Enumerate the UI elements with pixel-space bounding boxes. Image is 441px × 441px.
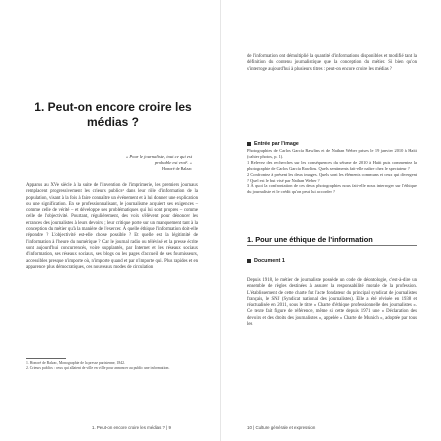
document-title: Document 1 [254, 258, 285, 264]
epigraph-source: Honoré de Balzac [162, 166, 192, 171]
footnote-1: 1. Honoré de Balzac, Monographie de la presse parisienne, 1842. [26, 361, 126, 365]
section-heading: 1. Pour une éthique de l'information [247, 235, 373, 244]
left-body-text: Apparus au XVe siècle à la suite de l'invention de l'imprimerie, les premiers journaux remplacent progressivement les crieurs publics² dans leur rôle d'information de la population, visant à la fois à faire connaître un événement et à lui donner une explication ou une signification. En se professionnalisant, le journalisme acquiert ses exigences – comme celle de vérité – et développe ses problématiques qui lui sont propres – comme celle de l'objectivité. Pourtant, régulièrement, des voix s'élèvent pour dénoncer les errances des journalistes à leurs devoirs ; leur critique porte sur un manquement tant à la conception du métier qu'à la manière de l'exercer. À quelle éthique l'information doit-elle répondre ? L'objectivité est-elle chose possible ? Et quelle est la légitimité de l'information à l'heure du numérique ? Car le journal radio ou télévisé et la presse écrite sont aujourd'hui concurrencés, voire supplantés, par Internet et les réseaux sociaux d'information, ses réseaux sociaux, ses blogs ou les pages d'accueil de ses fournisseurs, accessibles presque n'importe où, n'importe quand et par n'importe qui. Plus rapides et en apparence plus démocratiques, ces nouveaux modes de circulation [26, 183, 198, 270]
box-line: 2 Confrontez à présent les deux images. Quels sont les éléments communs et ceux qui divergent ? Quel est le but visé par Nathan Weber ? [247, 171, 417, 183]
section-divider [247, 245, 417, 246]
right-page [221, 0, 441, 441]
box-header [247, 141, 417, 147]
right-top-text: de l'information ont démultiplié la quantité d'informations disponibles et modifié tant la définition du contenu journalistique que la conception du métier. Si bien qu'on s'interroge aujourd'hui à plusieurs titres : peut-on encore croire les médias ? [247, 54, 417, 72]
box-line: 3 À quoi la confrontation de ces deux photographies nous fait-elle nous interroger sur l'éthique du journaliste et le crédit qu'on peut lui accorder ? [247, 183, 417, 195]
box-line: 1 Relevez des recherches sur les conséquences du séisme de 2010 à Haïti puis commentez la photographie de Carlos García Rawlins. Quels sentiments fait-elle naître chez le spectateur ? [247, 159, 417, 171]
document-header [247, 258, 285, 264]
footnote-2: 2. Crieurs publics : ceux qui allaient de ville en ville pour annoncer au public une information. [26, 366, 170, 370]
epigraph [110, 154, 192, 172]
box-line: Photographies de Carlos García Rawlins et de Nathan Weber prises le 19 janvier 2010 à Haïti (cahier photos, p. 1). [247, 148, 417, 159]
chapter-title: 1. Peut-on encore croire les médias ? [34, 100, 192, 129]
right-body-text: Depuis 1918, le métier de journaliste possède un code de déontologie, c'est-à-dire un ensemble de règles destinées à assurer la responsabilité morale de la profession. L'établissement de cette charte fut l'acte fondateur du principal syndicat de journalistes français, le SNJ (Syndicat national des journalistes). Elle a été révisée en 1938 et réactualisée en 2011, sous le titre « Charte d'éthique professionnelle des journalistes ». Ce texte fait figure de référence, même si cette depuis 1971 une « Déclaration des devoirs et des droits des journalistes », appelée « Charte de Munich », adoptée par tous les [247, 278, 417, 328]
square-bullet-icon [247, 259, 251, 263]
left-page [0, 0, 220, 441]
epigraph-quote: « Pour le journaliste, tout ce qui est probable est vrai¹. » [125, 154, 192, 165]
footnote-divider [26, 358, 66, 359]
right-folio: 10 | Culture générale et expression [247, 425, 316, 430]
left-folio: 1. Peut-on encore croire les médias ? | 9 [92, 425, 171, 430]
footnotes [26, 361, 198, 371]
box-title: Entrée par l'image [254, 141, 299, 147]
image-entry-box [247, 141, 417, 195]
square-bullet-icon [247, 142, 251, 146]
